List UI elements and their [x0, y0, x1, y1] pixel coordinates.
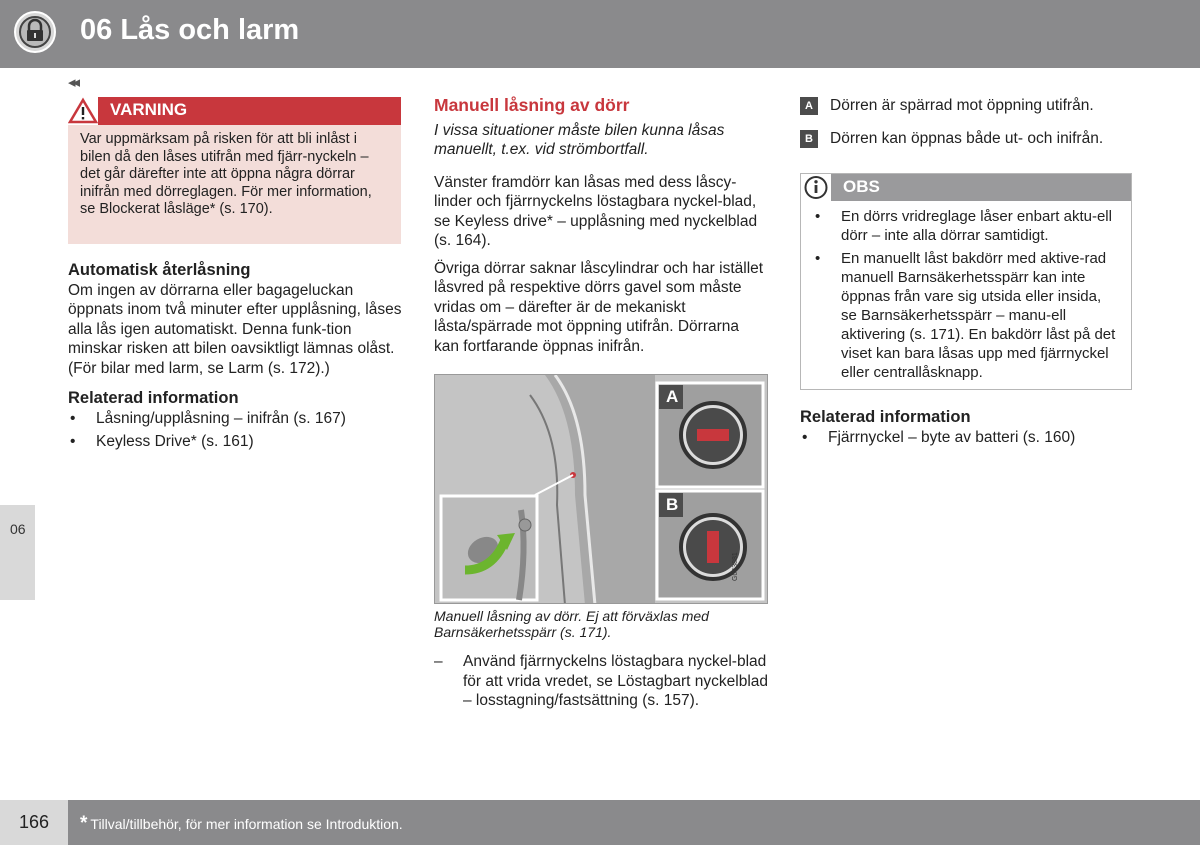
figure-label-b: B: [666, 495, 679, 514]
list-item: • En manuellt låst bakdörr med aktive-rad manuell Barnsäkerhetsspärr kan inte öppnas från vare sig utsida eller insida, se Barnsäkerhetsspärr – manu-ell aktivering (s. 171). En bakdörr låst på det viset kan bara låsas upp med fjärrnyckel eller centrallåsknapp.: [813, 249, 1121, 382]
auto-relock-heading: Automatisk återlåsning: [68, 261, 251, 279]
paragraph: Övriga dörrar saknar låscylindrar och har istället låsvred på respektive dörrs gavel som måste vridas om – därefter är de mekaniskt låsta/spärrade mot öppning utifrån. Dörrarna kan fortfarande öppnas inifrån.: [434, 259, 764, 355]
footer-note: [80, 813, 403, 835]
list-item[interactable]: • Låsning/upplåsning – inifrån (s. 167): [68, 409, 403, 429]
figure-label-a: A: [666, 387, 679, 406]
footnote-text: Tillval/tillbehör, för mer information se Introduktion.: [90, 816, 403, 832]
related-heading-left: Relaterad information: [68, 389, 239, 407]
page-footer: [0, 800, 1200, 845]
warning-header: [68, 97, 401, 125]
auto-relock-text: Om ingen av dörrarna eller bagageluckan öppnats inom två minuter efter upplåsning, låses alla lås igen automatiskt. Denna funk-tion minskar risken att bilen oavsiktligt lämnas olåst. (För bilar med larm, se Larm (s. 172).): [68, 281, 402, 377]
legend-b-text: Dörren kan öppnas både ut- och inifrån.: [830, 130, 1104, 148]
warning-label: VARNING: [110, 100, 188, 119]
legend-b: [800, 130, 1103, 148]
chapter-tab[interactable]: [0, 505, 35, 600]
note-box: [800, 173, 1132, 390]
legend-a-text: Dörren är spärrad mot öppning utifrån.: [830, 97, 1094, 115]
middle-column: [434, 96, 764, 356]
list-item[interactable]: • Fjärrnyckel – byte av batteri (s. 160): [800, 428, 1132, 448]
warning-text: Var uppmärksam på risken för att bli inlåst i bilen då den låses utifrån med fjärr-nyckeln – det går därefter inte att öppna några dörrar inifrån med dörreglagen. För mer information, se Blockerat låsläge* (s. 170).: [80, 131, 372, 217]
legend-a: [800, 97, 1094, 115]
note-header: [801, 174, 1131, 201]
step-dash: –: [434, 653, 443, 670]
figure-code: G043881: [732, 552, 739, 581]
badge-b: B: [800, 130, 818, 148]
footnote-star: *: [80, 813, 88, 834]
section-intro: I vissa situationer måste bilen kunna låsas manuellt, t.ex. vid strömbortfall.: [434, 121, 725, 158]
page-number: 166: [0, 800, 68, 845]
padlock-icon: [14, 11, 56, 53]
list-item[interactable]: • Keyless Drive* (s. 161): [68, 432, 403, 452]
page-header: [0, 0, 1200, 68]
related-list-left: [68, 409, 403, 452]
badge-a: A: [800, 97, 818, 115]
section-heading: Manuell låsning av dörr: [434, 95, 630, 115]
right-related: [800, 408, 1132, 447]
warning-box: [68, 97, 401, 244]
note-body: [801, 201, 1131, 382]
note-label: OBS: [843, 177, 880, 196]
chapter-tab-label: 06: [10, 521, 26, 537]
left-column: [68, 261, 403, 452]
figure-caption: Manuell låsning av dörr. Ej att förväxlas med Barnsäkerhetsspärr (s. 171).: [434, 608, 709, 640]
info-icon: [801, 174, 831, 201]
page-title: 06 Lås och larm: [80, 14, 300, 46]
door-lock-figure: [434, 374, 768, 604]
step-text: Använd fjärrnyckelns löstagbara nyckel-blad för att vrida vredet, se Löstagbart nyckelblad – losstagning/fastsättning (s. 157).: [463, 653, 768, 709]
back-icon[interactable]: ◂◂: [68, 74, 78, 91]
warning-triangle-icon: [68, 97, 98, 125]
list-item: • En dörrs vridreglage låser enbart aktu-ell dörr – inte alla dörrar samtidigt.: [813, 207, 1121, 245]
paragraph: Vänster framdörr kan låsas med dess låscy-linder och fjärrnyckelns löstagbara nyckel-blad, se Keyless drive* – upplåsning med nyckelblad (s. 164).: [434, 173, 758, 249]
procedure-step: [434, 652, 768, 711]
related-heading-right: Relaterad information: [800, 408, 971, 426]
